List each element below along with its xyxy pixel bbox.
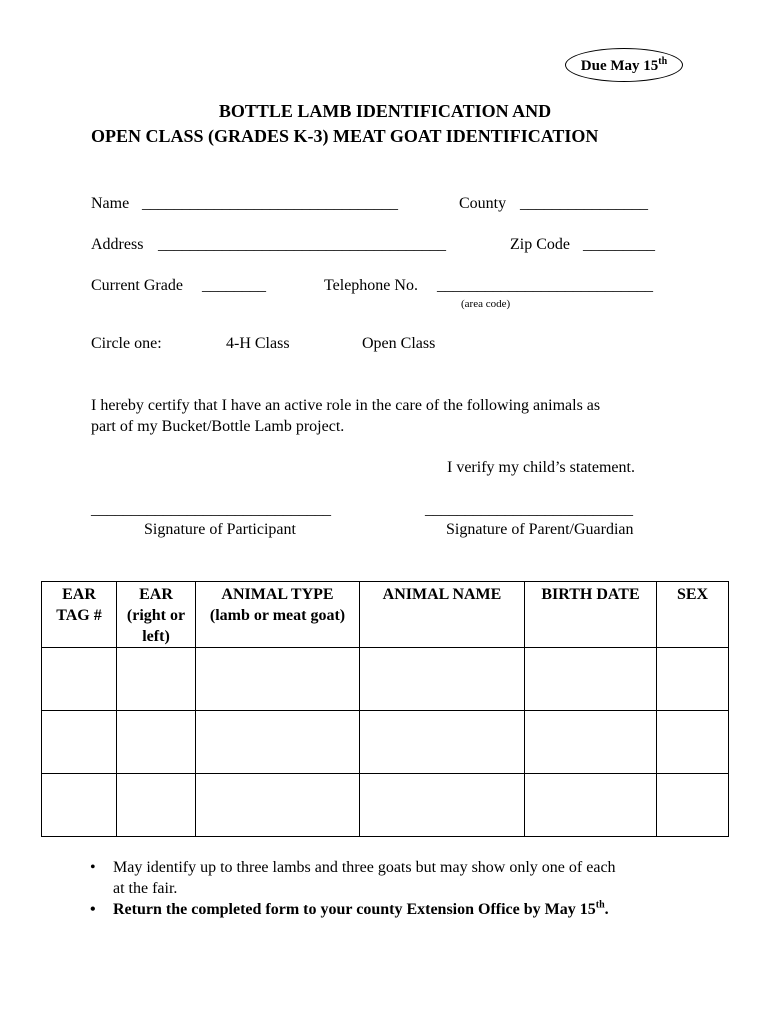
note-2-suffix: th	[595, 899, 605, 911]
telephone-label: Telephone No.	[324, 277, 418, 294]
list-item	[90, 899, 690, 920]
header-sex	[657, 582, 729, 648]
participant-signature-line[interactable]: ______________________________	[91, 501, 331, 518]
header-ear-tag	[42, 582, 117, 648]
list-item	[90, 857, 690, 899]
header-text: ANIMAL NAME	[382, 586, 502, 603]
due-date-text: Due May 15	[580, 58, 659, 74]
header-text: TAG #	[56, 607, 102, 624]
bullet-icon: •	[90, 901, 96, 918]
table-cell-ear-tag[interactable]	[42, 711, 117, 774]
header-animal-type	[196, 582, 360, 648]
table-cell-sex[interactable]	[657, 648, 729, 711]
header-text: (lamb or meat goat)	[209, 607, 346, 624]
note-2-text: Return the completed form to your county Extension Office by May 15	[113, 901, 596, 918]
table-row	[42, 711, 729, 774]
participant-signature-label: Signature of Participant	[144, 521, 296, 538]
circle-one-label: Circle one:	[91, 335, 162, 352]
parent-signature-line[interactable]: __________________________	[425, 501, 633, 518]
table-cell-sex[interactable]	[657, 711, 729, 774]
table-cell-ear-side[interactable]	[117, 648, 196, 711]
table-cell-animal-name[interactable]	[360, 711, 525, 774]
due-date-suffix: th	[658, 56, 668, 67]
header-birth-date	[525, 582, 657, 648]
certify-text-line-1: I hereby certify that I have an active role in the care of the following animals as	[91, 397, 601, 414]
area-code-hint: (area code)	[461, 298, 511, 310]
current-grade-field[interactable]: ________	[202, 277, 266, 294]
table-row	[42, 648, 729, 711]
name-label: Name	[91, 195, 130, 212]
certify-text-line-2: part of my Bucket/Bottle Lamb project.	[91, 418, 345, 435]
address-label: Address	[91, 236, 144, 253]
header-text: left)	[142, 628, 170, 645]
name-field[interactable]: ________________________________	[142, 195, 398, 212]
table-cell-animal-name[interactable]	[360, 648, 525, 711]
form-title-line-2: OPEN CLASS (GRADES K-3) MEAT GOAT IDENTIFICATION	[91, 126, 599, 146]
table-cell-ear-side[interactable]	[117, 711, 196, 774]
header-text: EAR	[62, 586, 96, 603]
header-text: SEX	[676, 586, 709, 603]
table-cell-animal-name[interactable]	[360, 774, 525, 837]
telephone-field[interactable]: ___________________________	[437, 277, 653, 294]
verify-statement: I verify my child’s statement.	[447, 459, 635, 476]
table-row	[42, 774, 729, 837]
table-cell-birth-date[interactable]	[525, 648, 657, 711]
animal-table	[41, 581, 729, 837]
zip-code-field[interactable]: _________	[583, 236, 655, 253]
header-animal-name	[360, 582, 525, 648]
header-text: BIRTH DATE	[541, 586, 640, 603]
zip-code-label: Zip Code	[510, 236, 570, 253]
county-field[interactable]: ________________	[520, 195, 648, 212]
header-ear-side	[117, 582, 196, 648]
table-cell-birth-date[interactable]	[525, 774, 657, 837]
note-1-line-1: May identify up to three lambs and three goats but may show only one of each	[113, 859, 616, 876]
bullet-icon: •	[90, 859, 96, 876]
note-2-end: .	[604, 901, 609, 918]
header-text: ANIMAL TYPE	[221, 586, 334, 603]
table-cell-animal-type[interactable]	[196, 711, 360, 774]
table-cell-sex[interactable]	[657, 774, 729, 837]
parent-signature-label: Signature of Parent/Guardian	[446, 521, 634, 538]
due-date-badge	[565, 48, 683, 82]
option-open-class[interactable]: Open Class	[362, 335, 436, 352]
form-title-line-1: BOTTLE LAMB IDENTIFICATION AND	[218, 101, 552, 121]
header-text: EAR	[139, 586, 173, 603]
table-cell-animal-type[interactable]	[196, 774, 360, 837]
table-cell-animal-type[interactable]	[196, 648, 360, 711]
table-cell-ear-tag[interactable]	[42, 648, 117, 711]
county-label: County	[459, 195, 507, 212]
table-cell-ear-side[interactable]	[117, 774, 196, 837]
option-4h-class[interactable]: 4-H Class	[226, 335, 290, 352]
table-cell-birth-date[interactable]	[525, 711, 657, 774]
header-text: (right or	[126, 607, 186, 624]
current-grade-label: Current Grade	[91, 277, 183, 294]
table-header-row	[42, 582, 729, 648]
note-1-line-2: at the fair.	[113, 880, 178, 897]
table-cell-ear-tag[interactable]	[42, 774, 117, 837]
address-field[interactable]: ____________________________________	[158, 236, 446, 253]
notes-list	[90, 857, 690, 920]
